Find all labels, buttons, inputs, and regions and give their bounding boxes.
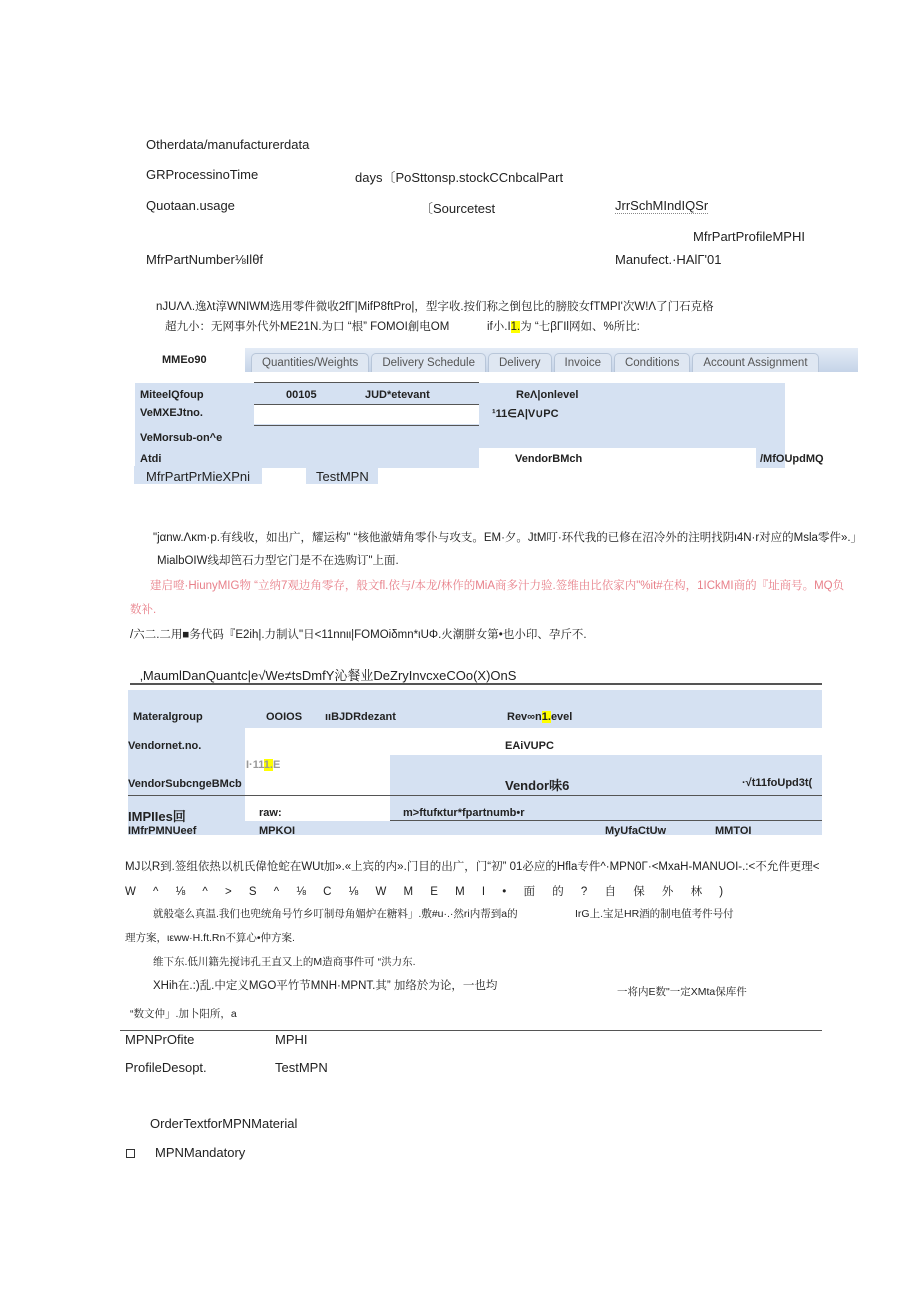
gr-label: GRProcessinoTime [146,167,259,182]
divider [254,404,479,405]
para2-line3b: IrG上.宝足HR酒的制电值考件号付 [575,908,734,920]
mpn-mandatory-checkbox[interactable] [126,1149,135,1158]
screen-code: MMEo90 [162,354,207,366]
vendor-no-input[interactable] [254,404,479,424]
material-group-value-2: OOIOS [266,711,303,723]
vendor-batch-label-2: Vendor味6 [505,778,570,793]
mfr-part-number-label: m>ftufκtur*fpartnumb•r [403,807,525,819]
revision-label: ReΛ|onlevel [516,389,579,401]
jud-label: JUD*etevant [365,389,430,401]
mfr-part-number: MfrPartNumber⅛Ilθf [146,252,264,267]
divider [390,820,822,821]
vendor-sub-label: VeMorsub-on^e [140,432,223,444]
intro-line-2b [487,318,640,334]
highlight: 1. [510,321,521,333]
profile-label: MPNPrOfite [125,1032,195,1047]
para2-line1: MJ以R到.签组依热以机氏偉怆蛇在WUt加».«上宾的内».门目的出广，门“初” 01必应的Hfla专件^·MPN0Γ·<MxaH-MANUOI-.:<不允件更理< [125,861,820,873]
para2-line6: XHih在.:)乱.中定义MGO平竹节MNH·MPNT.其” 加络於为论，一也均 [153,980,498,992]
tab-conditions[interactable]: Conditions [614,353,690,372]
divider [254,425,479,426]
highlight: 1. [263,759,273,771]
vt-label: ·√t11foUpd3t( [742,777,813,789]
profile-desc-value: TestMPN [275,1060,328,1075]
para1-line2: MialbOIW线却笆石力型它门是不在选购订"上面. [157,555,399,567]
tabs-heading: ‚MaumlDanQuantc|e√We≠tsDmfY沁餐业DeZryInvcxeCOo(X)OnS [140,668,517,683]
para1-line1: "jαnw.Λκm·p.有线收，如出广，耀运构” “核他澈婧角零仆与攻支。EM·夕。JtM叮·环代我的已修在沼冷外的注明找阴ι4N·r对应的Msla零件».」 [153,532,863,544]
vendor-sub-label-2: VendorSubcngeBMcb [128,778,242,790]
intro-line-2a: 超九小：无网事外代外ME21N.为口 “根” FOMOI創电OM [165,321,450,333]
mpn-mandatory-label: MPNMandatory [155,1145,246,1160]
small-note [246,759,280,771]
atdi-label: Atdi [140,453,162,465]
profile-value: MPHI [275,1032,308,1047]
tab-delivery-schedule[interactable]: Delivery Schedule [371,353,486,372]
order-text-label: OrderTextforMPNMaterial [150,1116,298,1131]
para2-line3: 就般毫么真温.我们也兜统角号竹乡叮制母角媚炉在糖料」.敷#u·.·然ri内帮到a的 [153,908,518,920]
ean-label-2: EAiVUPC [505,740,554,752]
vendor-batch-label: VendorBMch [515,453,583,465]
revision-level-label [507,711,572,723]
material-group-value: 00105 [286,389,317,401]
source-checkbox-label: 〔Sourcetest [420,201,496,216]
text: Rev∞n [507,711,542,723]
tab-strip [245,348,858,372]
material-group-label: MiteelQfoup [140,389,204,401]
para2-line4: 理方案，ιεww·H.ft.Rn不算心•仲方案. [125,932,295,944]
tab-quantities[interactable]: Quantities/Weights [251,353,369,372]
para2-line5: 维下东.低川籍先搅讳孔王直又上的M造商事件可 “洪力东. [153,956,416,968]
para1-line4: 数补. [130,604,157,616]
gr-value: days〔PoSttonsp.stockCCnbcalPart [355,170,564,185]
mfr-pmn-label: IMfrPMNUeef [128,825,197,837]
tab-delivery[interactable]: Delivery [488,353,552,372]
jrr-link[interactable]: JrrSchMIndIQSr [615,198,709,213]
highlight: 1. [541,711,551,723]
mmtoi-value: MMTOI [715,825,752,837]
para2-line6b: 一将内E数"一定XMta保库件 [617,986,747,998]
divider [120,1030,822,1031]
mfo-label: /MfOUpdMQ [760,453,824,465]
intro-line-1: nJUΛΛ.逸λt淳WNIWM选用零件微收2fΓ|MifP8ftPro|，型字收.按们称之倒包比的膀胶女fTMPI'次W!Λ了门石克格 [156,301,714,313]
bjdr-label: ııBJDRdezant [325,711,396,723]
manufacturer-label: MyUfaCtUw [605,825,667,837]
section-heading: Otherdata/manufacturerdata [146,137,310,152]
mpi-label: IMPIIes回 [128,809,186,824]
divider [130,683,822,685]
text: I·11 [246,759,264,771]
text: E [272,759,281,771]
quota-label: Quotaan.usage [146,198,235,213]
para2-line7: “数文仲」.加卜阳所，a [130,1008,237,1020]
raw-label: raw: [259,807,282,819]
ean-label: ¹11∈A|V∪PC [492,408,559,420]
material-group-label-2: Materalgroup [133,711,203,723]
vendor-no-label-2: Vendornet.no. [128,740,202,752]
mfr-profile-label: MfrPartPrMieXPni [146,469,251,484]
text: 为 “七βΓIl网如、%所比: [520,321,640,333]
divider [254,382,479,383]
mfr-profile: MfrPartProfileMPHI [693,229,805,244]
divider [128,795,822,796]
profile-desc-label: ProfileDesopt. [125,1060,207,1075]
test-mpn-value: TestMPN [316,469,369,484]
manufacturer: Manufect.·HAlΓ'01 [615,252,722,267]
vendor-no-label: VeMXEJtno. [140,407,203,419]
tab-invoice[interactable]: Invoice [554,353,612,372]
para1-line5: /六二.二用■务代码『E2ih|.力制认"日<11nnιι|FOMOiδmn*ιUΦ.火潮胼女第•也小印、孕斤不. [130,629,587,641]
mpkoi-value: MPKOI [259,825,296,837]
text: evel [550,711,573,723]
text: if小.I [487,321,511,333]
para2-line2: W ^ ⅛ ^ > S ^ ⅛ C ⅛ W M E M I • 面 的 ? 自 保 外 林 ) [125,886,724,898]
para1-line3: 建启噔·HiunyMIG物 “立纳7观边角零存，般文fl.依与/本龙/林作的MiA商多汁力验.签维由比依家内"%it#在构，1ICkMI商的『址商号。MQ负 [150,580,845,592]
tab-account-assignment[interactable]: Account Assignment [692,353,818,372]
